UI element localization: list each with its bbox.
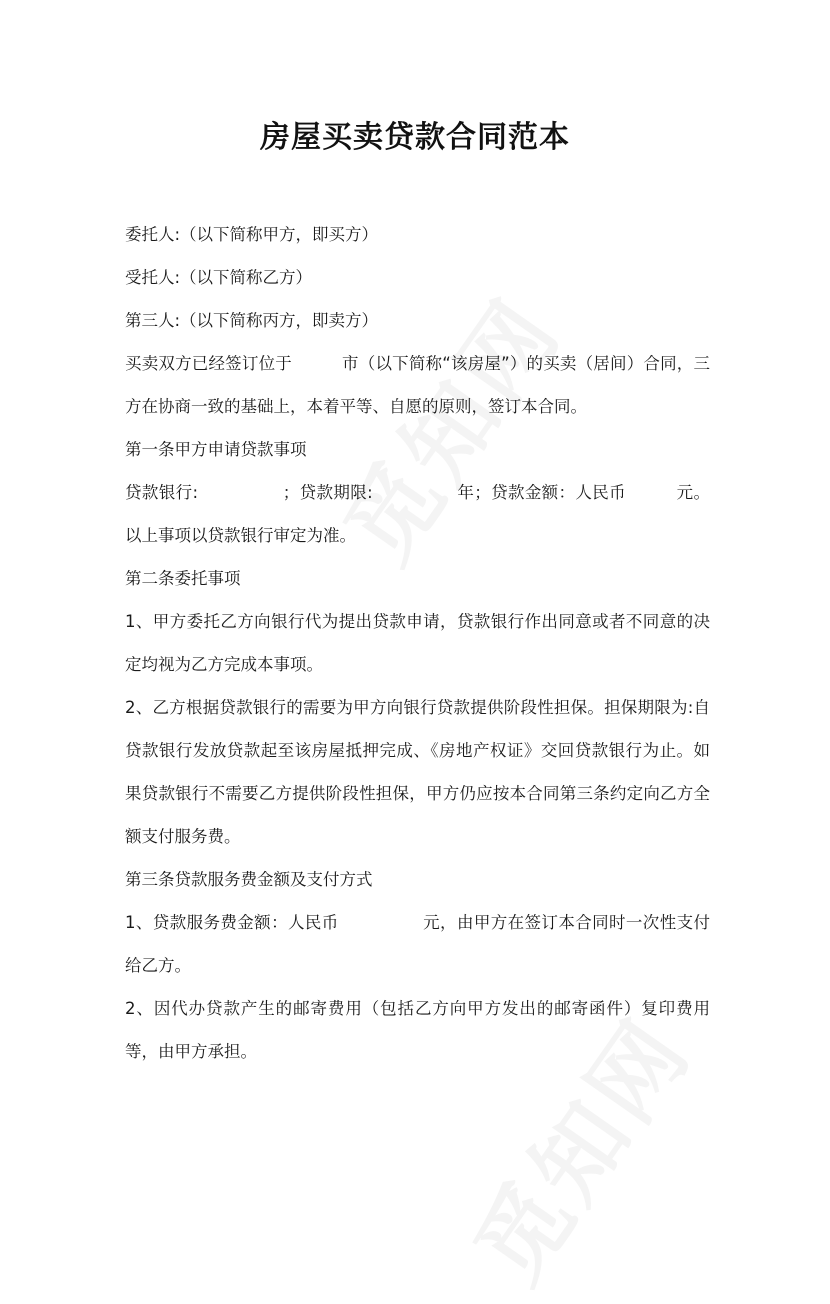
preamble-paragraph: 买卖双方已经签订位于 市（以下简称“该房屋”）的买卖（居间）合同，三方在协商一致的基础上，本着平等、自愿的原则，签订本合同。 [125, 354, 710, 416]
article-1-loan-details: 贷款银行: ；贷款期限: 年；贷款金额：人民币 元。以上事项以贷款银行审定为准。 [125, 483, 710, 545]
document-body [125, 213, 710, 1073]
party-entrusted: 受托人:（以下简称乙方） [125, 268, 313, 287]
article-2-clause-2: 2、乙方根据贷款银行的需要为甲方向银行贷款提供阶段性担保。担保期限为:自贷款银行发放贷款起至该房屋抵押完成、《房地产权证》交回贷款银行为止。如果贷款银行不需要乙方提供阶段性担保，甲方仍应按本合同第三条约定向乙方全额支付服务费。 [125, 698, 710, 846]
article-3-clause-1: 1、贷款服务费金额：人民币 元，由甲方在签订本合同时一次性支付给乙方。 [125, 913, 710, 975]
document-title: 房屋买卖贷款合同范本 [260, 120, 570, 155]
party-third: 第三人:（以下简称丙方，即卖方） [125, 311, 379, 330]
article-1-heading: 第一条甲方申请贷款事项 [125, 440, 307, 459]
party-entrusting: 委托人:（以下简称甲方，即买方） [125, 225, 379, 244]
article-2-clause-1: 1、甲方委托乙方向银行代为提出贷款申请，贷款银行作出同意或者不同意的决定均视为乙方完成本事项。 [125, 612, 710, 674]
article-3-clause-2: 2、因代办贷款产生的邮寄费用（包括乙方向甲方发出的邮寄函件）复印费用等，由甲方承担。 [125, 999, 710, 1061]
article-2-heading: 第二条委托事项 [125, 569, 241, 588]
article-3-heading: 第三条贷款服务费金额及支付方式 [125, 870, 373, 889]
